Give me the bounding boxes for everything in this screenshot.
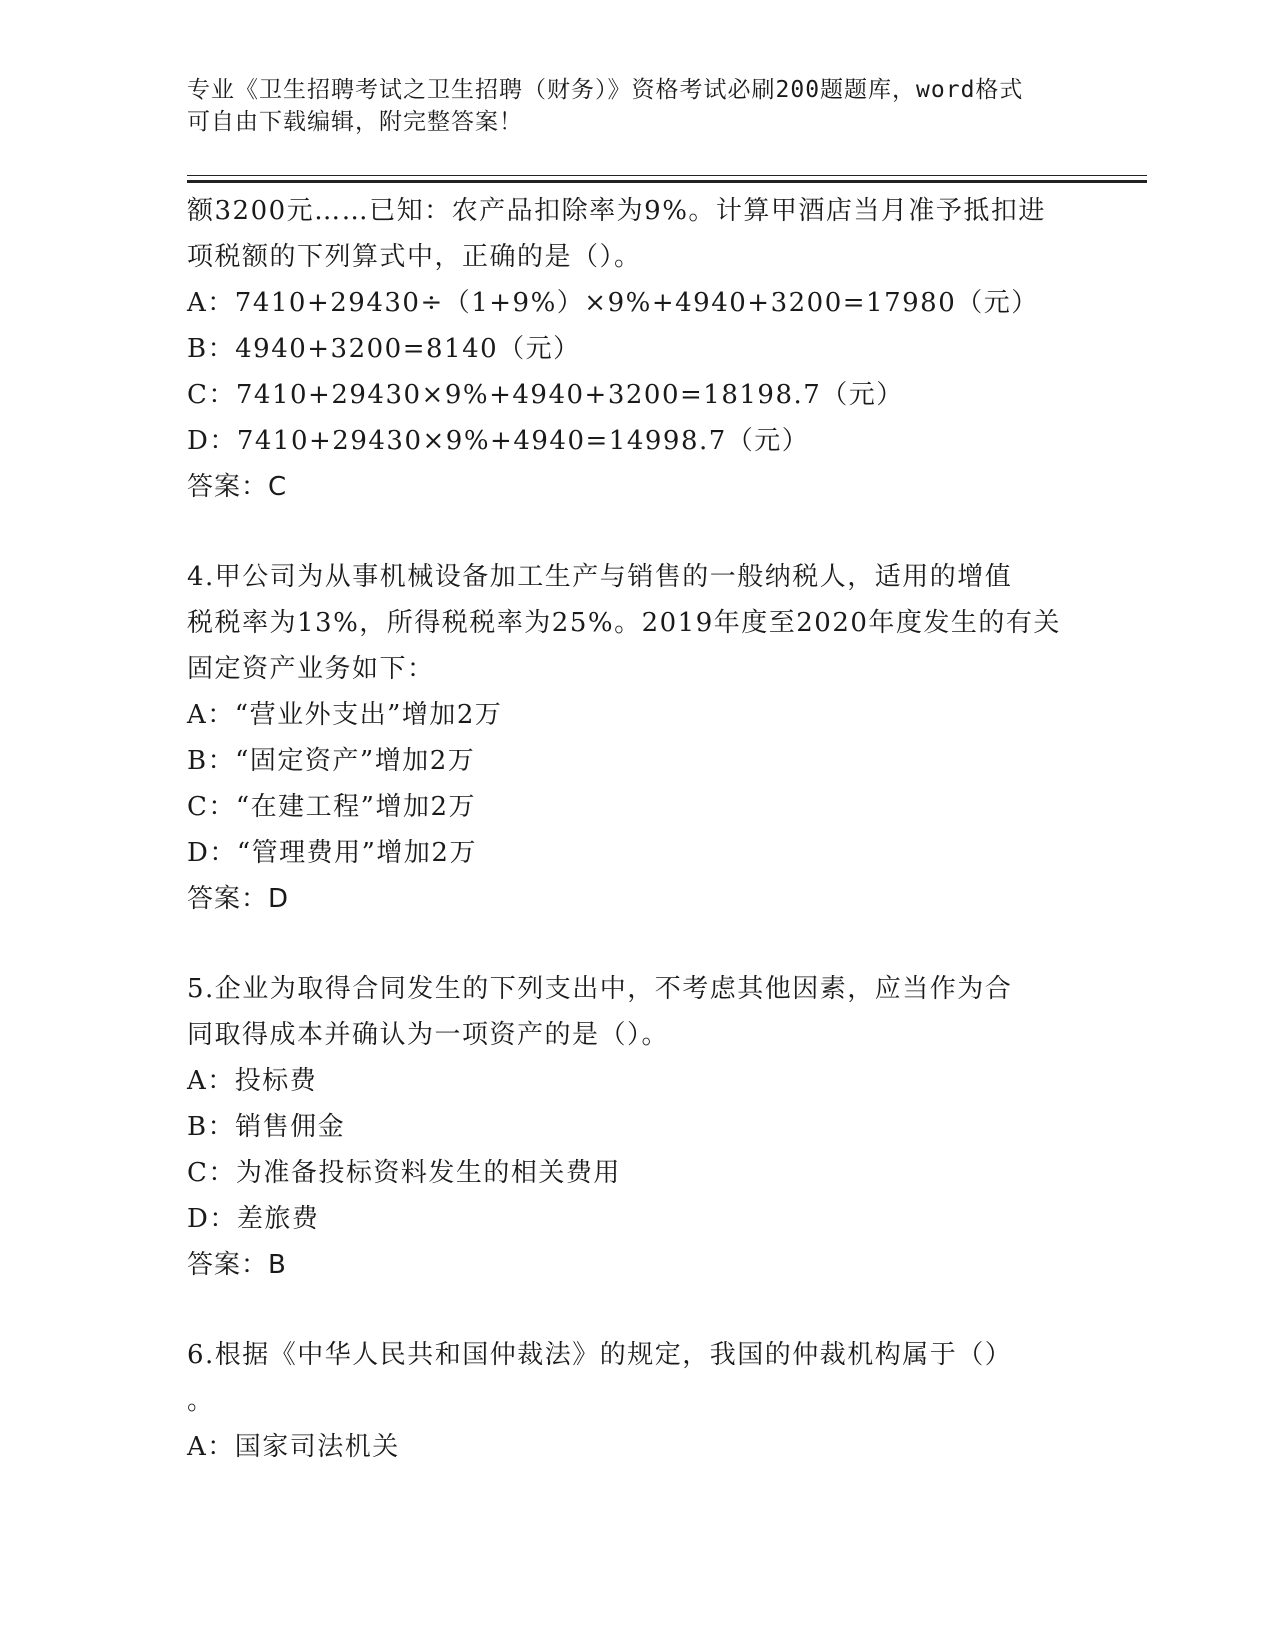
question-stem-line: 4.甲公司为从事机械设备加工生产与销售的一般纳税人，适用的增值 [187,562,1013,592]
option-d: D：“管理费用”增加2万 [187,838,477,868]
answer-line: 答案：B [187,1250,287,1280]
option-c: C：“在建工程”增加2万 [187,792,477,822]
option-c: C：7410+29430×9%+4940+3200=18198.7（元） [187,380,904,410]
question-spacer [187,1288,1087,1332]
header-divider-thick [187,180,1147,183]
question-stem-line: 。 [187,1386,215,1416]
option-b: B：销售佣金 [187,1112,346,1142]
option-a: A：投标费 [187,1066,318,1096]
question-3 [187,188,1087,510]
option-a: A：“营业外支出”增加2万 [187,700,503,730]
question-stem-line: 项税额的下列算式中，正确的是（）。 [187,242,642,272]
question-stem-line: 税税率为13%，所得税税率为25%。2019年度至2020年度发生的有关 [187,608,1061,638]
answer-line: 答案：D [187,884,290,914]
option-c: C：为准备投标资料发生的相关费用 [187,1158,621,1188]
question-stem-line: 6.根据《中华人民共和国仲裁法》的规定，我国的仲裁机构属于（） [187,1340,1013,1370]
header-divider-thin [187,175,1147,176]
question-stem-line: 同取得成本并确认为一项资产的是（）。 [187,1020,670,1050]
question-6 [187,1332,1087,1470]
question-spacer [187,510,1087,554]
option-a: A：7410+29430÷（1+9%）×9%+4940+3200=17980（元） [187,288,1039,318]
question-stem-line: 5.企业为取得合同发生的下列支出中，不考虑其他因素，应当作为合 [187,974,1013,1004]
header-line-2: 可自由下载编辑，附完整答案！ [187,109,523,135]
question-stem-line: 额3200元……已知：农产品扣除率为9%。计算甲酒店当月准予抵扣进 [187,196,1046,226]
question-stem-line: 固定资产业务如下： [187,654,435,684]
answer-line: 答案：C [187,472,288,502]
header-line-1: 专业《卫生招聘考试之卫生招聘（财务）》资格考试必刷200题题库，word格式 [187,77,1024,103]
question-spacer [187,922,1087,966]
option-d: D：差旅费 [187,1204,320,1234]
option-b: B：4940+3200=8140（元） [187,334,581,364]
page-header [187,74,1067,138]
question-4 [187,554,1087,922]
option-a: A：国家司法机关 [187,1432,400,1462]
question-5 [187,966,1087,1288]
option-d: D：7410+29430×9%+4940=14998.7（元） [187,426,810,456]
option-b: B：“固定资产”增加2万 [187,746,476,776]
question-list [187,188,1087,1470]
